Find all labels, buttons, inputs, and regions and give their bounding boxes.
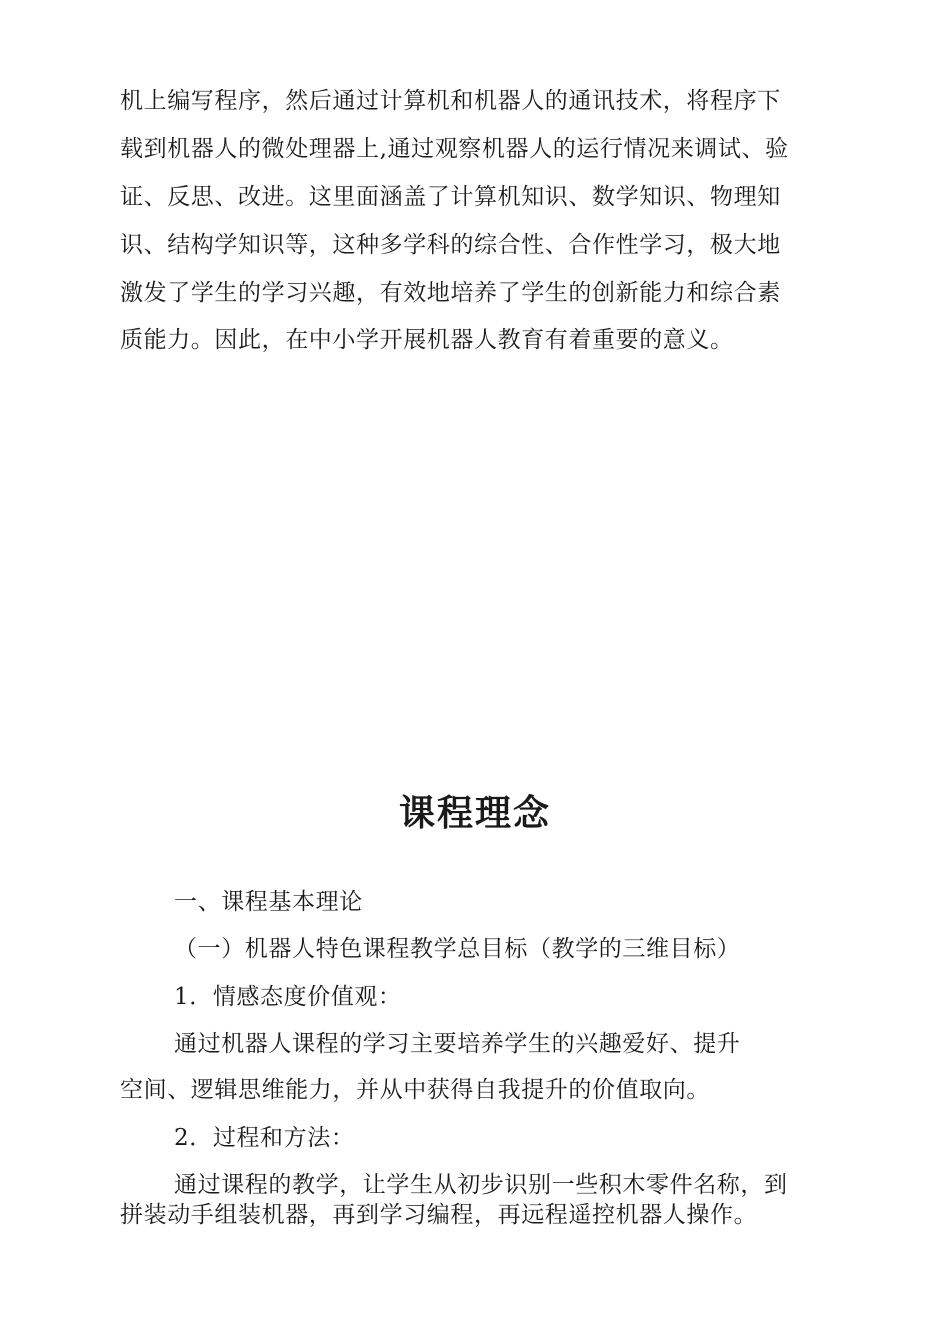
intro-line-2: 载到机器人的微处理器上,通过观察机器人的运行情况来调试、验 bbox=[120, 136, 789, 162]
heading-level-1: 一、课程基本理论 bbox=[174, 889, 363, 915]
item-1-line-1: 通过机器人课程的学习主要培养学生的兴趣爱好、提升 bbox=[174, 1031, 741, 1057]
intro-line-3: 证、反思、改进。这里面涵盖了计算机知识、数学知识、物理知 bbox=[120, 184, 781, 210]
item-2-line-2: 拼装动手组装机器，再到学习编程，再远程遥控机器人操作。 bbox=[120, 1202, 758, 1228]
item-1-label: 1．情感态度价值观： bbox=[174, 984, 402, 1010]
section-title: 课程理念 bbox=[398, 793, 551, 834]
intro-line-1: 机上编写程序，然后通过计算机和机器人的通讯技术，将程序下 bbox=[120, 88, 781, 114]
heading-level-2: （一）机器人特色课程教学总目标（教学的三维目标） bbox=[174, 936, 741, 962]
intro-line-6: 质能力。因此，在中小学开展机器人教育有着重要的意义。 bbox=[120, 327, 734, 353]
item-1-line-2: 空间、逻辑思维能力，并从中获得自我提升的价值取向。 bbox=[120, 1077, 710, 1103]
item-2-label: 2．过程和方法： bbox=[174, 1125, 355, 1151]
intro-line-4: 识、结构学知识等，这种多学科的综合性、合作性学习，极大地 bbox=[120, 232, 781, 258]
item-2-line-1: 通过课程的教学，让学生从初步识别一些积木零件名称，到 bbox=[174, 1172, 788, 1198]
intro-line-5: 激发了学生的学习兴趣，有效地培养了学生的创新能力和综合素 bbox=[120, 280, 781, 306]
